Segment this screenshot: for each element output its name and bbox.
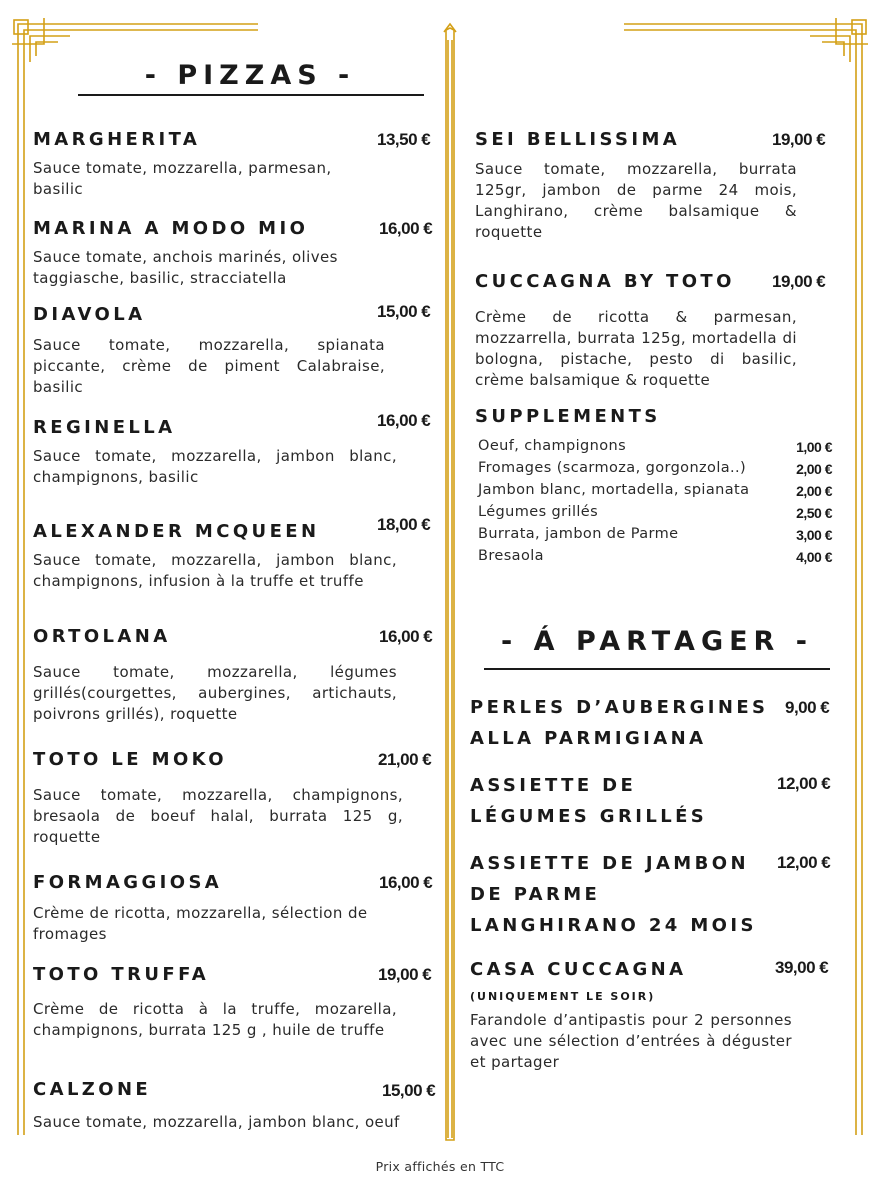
pizza-price: 16,00 €	[379, 873, 433, 892]
pizza-description: Sauce tomate, mozzarella, champignons, bresaola de boeuf halal, burrata 125 g, roquette	[33, 786, 403, 846]
starter-price: 9,00 €	[785, 698, 830, 717]
starter-price: 12,00 €	[777, 853, 831, 872]
pizza-name: TOTO TRUFFA	[33, 964, 210, 985]
starter-name: CASA CUCCAGNA	[470, 959, 687, 980]
supplements-title: SUPPLEMENTS	[475, 406, 661, 427]
starter-price: 39,00 €	[775, 958, 829, 977]
supplement-name: Fromages (scarmoza, gorgonzola..)	[478, 460, 747, 476]
pizza-price: 19,00 €	[772, 130, 826, 149]
pizza-price: 16,00 €	[379, 627, 433, 646]
supplement-name: Légumes grillés	[478, 504, 599, 520]
partager-title-underline	[484, 668, 830, 670]
supplement-row	[478, 438, 832, 460]
starter-name: ASSIETTE DE JAMBON DE PARME LANGHIRANO 24 MOIS	[470, 853, 757, 936]
starter-name: PERLES D’AUBERGINES ALLA PARMIGIANA	[470, 697, 769, 749]
pizza-name: MARINA A MODO MIO	[33, 218, 309, 239]
supplement-row	[478, 482, 832, 504]
supplement-name: Burrata, jambon de Parme	[478, 526, 679, 542]
pizza-price: 16,00 €	[379, 219, 433, 238]
pizza-price: 16,00 €	[377, 411, 431, 430]
pizza-name: SEI BELLISSIMA	[475, 129, 681, 150]
pizza-description: Sauce tomate, mozzarella, légumes grillés(courgettes, aubergines, artichauts, poivrons grillés), roquette	[33, 663, 397, 723]
supplement-price: 2,00 €	[796, 461, 832, 477]
supplement-price: 2,50 €	[796, 505, 832, 521]
supplement-price: 2,00 €	[796, 483, 832, 499]
starter-note: (UNIQUEMENT LE SOIR)	[470, 990, 656, 1003]
pizza-name: FORMAGGIOSA	[33, 872, 223, 893]
pizza-price: 15,00 €	[382, 1081, 436, 1100]
pizza-description: Sauce tomate, mozzarella, jambon blanc, oeuf	[33, 1113, 400, 1131]
supplement-row	[478, 460, 832, 482]
price-footnote: Prix affichés en TTC	[375, 1159, 505, 1174]
pizza-description: Sauce tomate, mozzarella, burrata 125gr, jambon de parme 24 mois, Langhirano, crème balsamique & roquette	[475, 160, 797, 241]
pizza-price: 18,00 €	[377, 515, 431, 534]
pizza-price: 19,00 €	[772, 272, 826, 291]
pizza-description: Sauce tomate, mozzarella, jambon blanc, champignons, basilic	[33, 447, 397, 486]
pizza-price: 21,00 €	[378, 750, 432, 769]
pizza-name: ORTOLANA	[33, 626, 171, 647]
supplement-name: Bresaola	[478, 548, 544, 564]
pizza-name: MARGHERITA	[33, 129, 201, 150]
pizza-name: REGINELLA	[33, 417, 176, 438]
pizza-name: TOTO LE MOKO	[33, 749, 227, 770]
pizza-description: Crème de ricotta à la truffe, mozarella, champignons, burrata 125 g , huile de truffe	[33, 1000, 397, 1039]
pizza-description: Sauce tomate, mozzarella, parmesan, basilic	[33, 159, 332, 198]
supplement-name: Oeuf, champignons	[478, 438, 627, 454]
starter-price: 12,00 €	[777, 774, 831, 793]
starter-description: Farandole d’antipastis pour 2 personnes avec une sélection d’entrées à déguster et partager	[470, 1011, 792, 1071]
pizza-price: 19,00 €	[378, 965, 432, 984]
supplement-price: 4,00 €	[796, 549, 832, 565]
supplement-row	[478, 526, 832, 548]
pizzas-title-underline	[78, 94, 424, 96]
starter-name: ASSIETTE DE LÉGUMES GRILLÉS	[470, 775, 708, 827]
pizza-name: ALEXANDER MCQUEEN	[33, 521, 320, 542]
pizza-name: CALZONE	[33, 1079, 152, 1100]
pizza-description: Crème de ricotta, mozzarella, sélection de fromages	[33, 904, 368, 943]
pizza-description: Sauce tomate, anchois marinés, olives taggiasche, basilic, stracciatella	[33, 248, 338, 287]
partager-section-title: - Á PARTAGER -	[501, 626, 813, 657]
pizza-description: Crème de ricotta & parmesan, mozzarrella, burrata 125g, mortadella di bologna, pistache, pesto di basilic, crème balsamique & roquette	[475, 308, 797, 389]
pizza-name: DIAVOLA	[33, 304, 146, 325]
pizza-description: Sauce tomate, mozzarella, jambon blanc, champignons, infusion à la truffe et truffe	[33, 551, 397, 590]
pizzas-section-title: - PIZZAS -	[144, 60, 356, 91]
pizza-price: 13,50 €	[377, 130, 431, 149]
supplement-row	[478, 548, 832, 570]
supplement-name: Jambon blanc, mortadella, spianata	[478, 482, 750, 498]
pizza-name: CUCCAGNA BY TOTO	[475, 271, 735, 292]
supplement-price: 3,00 €	[796, 527, 832, 543]
pizza-price: 15,00 €	[377, 302, 431, 321]
supplement-price: 1,00 €	[796, 439, 832, 455]
supplement-row	[478, 504, 832, 526]
pizza-description: Sauce tomate, mozzarella, spianata piccante, crème de piment Calabraise, basilic	[33, 336, 385, 396]
